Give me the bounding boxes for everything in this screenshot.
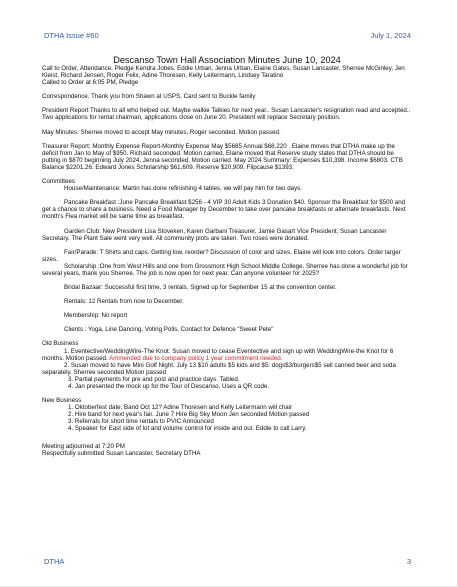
committee-rentals: Rentals: 12 Rentals from now to December. [64, 298, 184, 306]
may-minutes: May Minutes: Sherree moved to accept May minutes, Roger seconded. Motion passed. [42, 128, 281, 136]
new-business-item-1: 1. Oktoberfest date. Band Oct 12? Adine Thoresen and Kelly Leitermann will chair [68, 404, 293, 412]
committee-bridal: Bridal Bazaar: Successful first time, 3 rentals. Signed up for September 15 at the convention center. [64, 284, 337, 292]
old-business-item-2: 2. Susan moved to have Mini Golf Night. July 13 $10 adults $5 kids and $5: dogs$3/burgers$5 sell canned beer and soda separately. Sherree seconded Motion passed [42, 361, 396, 376]
amendment-note: Ammended due to company policy 1 year commitment needed. [109, 354, 283, 362]
old-business-item-4: 4. Jan presented the mock up for the Tour of Descanso. Uses a QR code. [68, 383, 270, 390]
committees-heading: Committees [42, 178, 76, 186]
correspondence: Correspondence. Thank you from Shawn at USPS, Card sent to Buckle family [42, 93, 256, 101]
old-business-item-1-text: 1. Eventective/WeddingWire-The Knot: Susan moved to cease Eventective and sign up with WeddingWire-the Knot for 6 months. Motion passed. [42, 347, 394, 362]
meeting-adjourned: Meeting adjourned at 7:20 PM [42, 442, 125, 450]
old-business-item-3: 3. Partial payments for pre and post and practice days. Tabled. [68, 375, 240, 383]
minutes-title: Descanso Town Hall Association Minutes June 10, 2024 [113, 55, 341, 65]
new-business-item-2: 2. Hire band for next year's fair. June 7 Hire Big Sky Moon Jen seconded Motion passed [68, 411, 310, 419]
call-to-order: Call to Order, Attendance, Pledge Kendra Jobes, Eddie Urban, Jenna Urban, Elaine Gates, Susan Lancaster, Sherree McGinley, Jen Kleist, Richard Jensen, Roger Felix, Adine Thoresen, Kelly Leitermann, Lindsey Taratino [42, 65, 405, 80]
old-business-heading: Old Business [42, 340, 79, 348]
called-time: Called to Order at 6:05 PM, Pledge [42, 79, 139, 87]
committee-house: House/Maintenance: Martin has done refinishing 4 tables, we will pay him for two days. [64, 185, 302, 193]
committee-garden: Garden Club: New President Lisa Stoveken, Karen Garbani Treasurer, Jamie Gasart Vice President, Susan Lancaster Secretary. The Plant Sale went very well. All community plots are taken. Two roses were donated. [42, 227, 387, 242]
new-business-item-3: 3. Referrals for short time rentals to PVIC Announced [68, 418, 214, 426]
page-number: 3 [406, 557, 411, 566]
committee-clients: Clients : Yoga, Line Dancing, Voting Polls, Contact for Defence "Sweet Pete" [64, 326, 274, 334]
submitted-by: Respectfully submitted Susan Lancaster, Secretary DTHA [42, 449, 201, 457]
footer-org: DTHA [44, 557, 65, 566]
new-business-item-4: 4. Speaker for East side of lot and volume control for inside and out. Eddie to call Larry. [68, 425, 307, 433]
president-report: President Report Thanks to all who helped out. Maybe walkie Talkies for next year.. Susan Lancaster's resignation read and accepted.. Two applications for rental chairman, applications close on June 20. President will replace Secretary position. [42, 107, 411, 122]
committee-pancake: Pancake Breakfast :June Pancake Breakfast $256 - 4 VIP 30 Adult Kids 3 Donation $40. Sponsor the Breakfast for $500 and get a chance to share a business. Need a Food Manager by December to take over pancake breakfasts or alternate breakfasts. Next month's Flea market will be same time as breakfast. [42, 199, 406, 221]
issue-date: July 1, 2024 [370, 31, 411, 40]
page-footer [44, 557, 411, 566]
new-business-heading: New Business [42, 397, 82, 405]
committee-scholarship: Scholarship :One from West Hills and one from Grossmont High School Middle College. Sherree has done a wonderful job for several years, thank you Sherree. The job is now open for next year. Can anyone volunteer for 2025? [42, 262, 408, 277]
page-header [44, 31, 411, 40]
committee-membership: Membership: No report [64, 312, 128, 320]
issue-label: DTHA Issue #60 [44, 31, 99, 40]
treasurer-report: Treasurer Report: Monthly Expense Report-Monthly Expense May $5685 Annual $68,220 . Elaine moves that DTHA make up the deficit from Jan to May of $950. Richard seconded. Motion carried. Elaine moved that Reserve study states that DTHA should be putting in $870 beginning July 2024. Jenna seconded. Motion carried. May 2024 Summary: Expenses $10,398. Income $6803. CTB Balance $2201.26. Edward Jones Scholarship $61,609. Reserve $20,909. Flipcause $1393. [42, 142, 403, 171]
committee-fair: Fair/Parade: T Shirts and caps. Getting low, reorder? Discussion of color and sizes. Elaine will look into colors. Order larger sizes. [42, 248, 401, 263]
old-business-item-1 [42, 348, 412, 362]
minutes-body [42, 55, 412, 457]
